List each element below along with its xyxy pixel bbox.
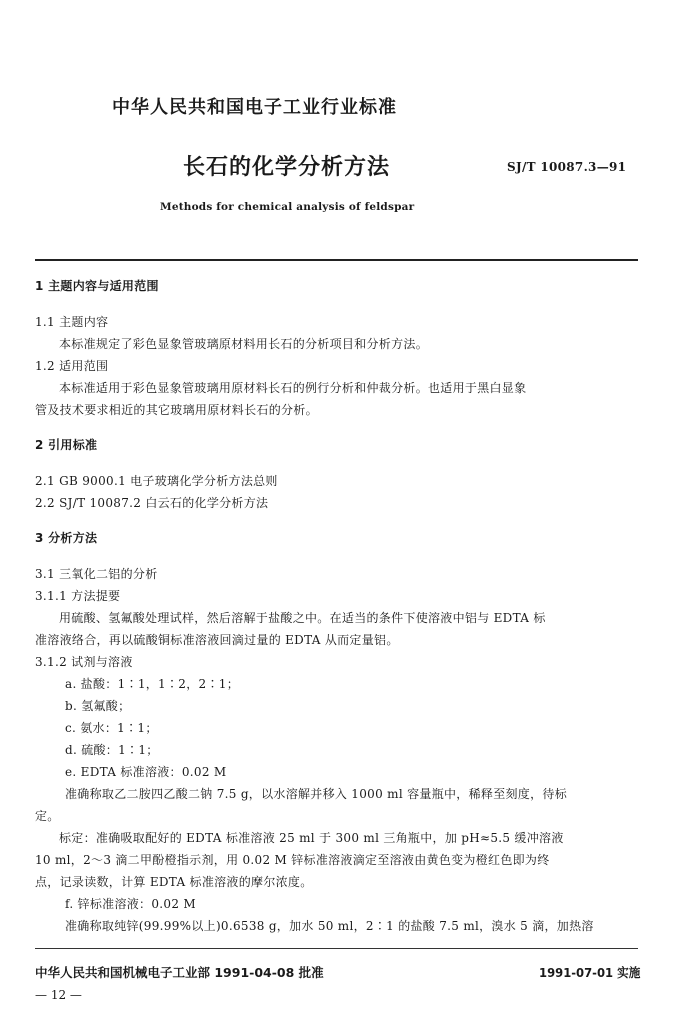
section-1-2-text-line-1: 本标准适用于彩色显象管玻璃用原材料长石的例行分析和仲裁分析。也适用于黑白显象 (59, 381, 527, 395)
reagent-c: c. 氨水：1∶1； (65, 721, 158, 735)
reagent-b: b. 氢氟酸； (65, 699, 131, 713)
english-title: Methods for chemical analysis of feldspar (160, 201, 415, 213)
reagent-d: d. 硫酸：1∶1； (65, 743, 159, 757)
reagent-f-text-line-1: 准确称取纯锌(99.99%以上)0.6538 g，加水 50 ml，2∶1 的盐酸 7.5 ml，溴水 5 滴，加热溶 (65, 919, 594, 933)
section-1-2-text-line-2: 管及技术要求相近的其它玻璃用原材料长石的分析。 (35, 403, 318, 417)
approval-statement: 中华人民共和国机械电子工业部 1991-04-08 批准 (35, 965, 324, 980)
reagent-e: e. EDTA 标准溶液：0.02 M (65, 765, 227, 779)
reagent-a: a. 盐酸：1∶1，1∶2，2∶1； (65, 677, 239, 691)
reference-2-2: 2.2 SJ/T 10087.2 白云石的化学分析方法 (35, 496, 269, 510)
calibration-text-line-1: 标定：准确吸取配好的 EDTA 标准溶液 25 ml 于 300 ml 三角瓶中，加 pH≈5.5 缓冲溶液 (59, 831, 564, 845)
section-3-1-1-text-line-2: 准溶液络合，再以硫酸铜标准溶液回滴过量的 EDTA 从而定量铝。 (35, 633, 399, 647)
section-3-heading: 3 分析方法 (35, 531, 98, 545)
section-1-1-heading: 1.1 主题内容 (35, 315, 109, 329)
header-divider (35, 259, 638, 261)
reference-2-1: 2.1 GB 9000.1 电子玻璃化学分析方法总则 (35, 474, 278, 488)
effective-date: 1991-07-01 实施 (539, 965, 641, 980)
section-1-heading: 1 主题内容与适用范围 (35, 279, 159, 293)
calibration-text-line-2: 10 ml，2～3 滴二甲酚橙指示剂，用 0.02 M 锌标准溶液滴定至溶液由黄色变为橙红色即为终 (35, 853, 550, 867)
calibration-text-line-3: 点，记录读数，计算 EDTA 标准溶液的摩尔浓度。 (35, 875, 313, 889)
standard-code: SJ/T 10087.3—91 (507, 160, 627, 174)
page-number: — 12 — (35, 988, 82, 1002)
section-3-1-2-heading: 3.1.2 试剂与溶液 (35, 655, 133, 669)
section-3-1-heading: 3.1 三氧化二铝的分析 (35, 567, 158, 581)
reagent-e-text-line-2: 定。 (35, 809, 60, 823)
section-1-1-text: 本标准规定了彩色显象管玻璃原材料用长石的分析项目和分析方法。 (59, 337, 429, 351)
section-3-1-1-text-line-1: 用硫酸、氢氟酸处理试样，然后溶解于盐酸之中。在适当的条件下使溶液中铝与 EDTA 标 (59, 611, 546, 625)
section-3-1-1-heading: 3.1.1 方法提要 (35, 589, 121, 603)
reagent-e-text-line-1: 准确称取乙二胺四乙酸二钠 7.5 g，以水溶解并移入 1000 ml 容量瓶中，稀释至刻度，待标 (65, 787, 567, 801)
footer-divider (35, 948, 638, 949)
section-1-2-heading: 1.2 适用范围 (35, 359, 109, 373)
section-2-heading: 2 引用标准 (35, 438, 98, 452)
reagent-f: f. 锌标准溶液：0.02 M (65, 897, 196, 911)
issuing-organization: 中华人民共和国电子工业行业标准 (112, 97, 397, 118)
page-title: 长石的化学分析方法 (183, 155, 391, 180)
